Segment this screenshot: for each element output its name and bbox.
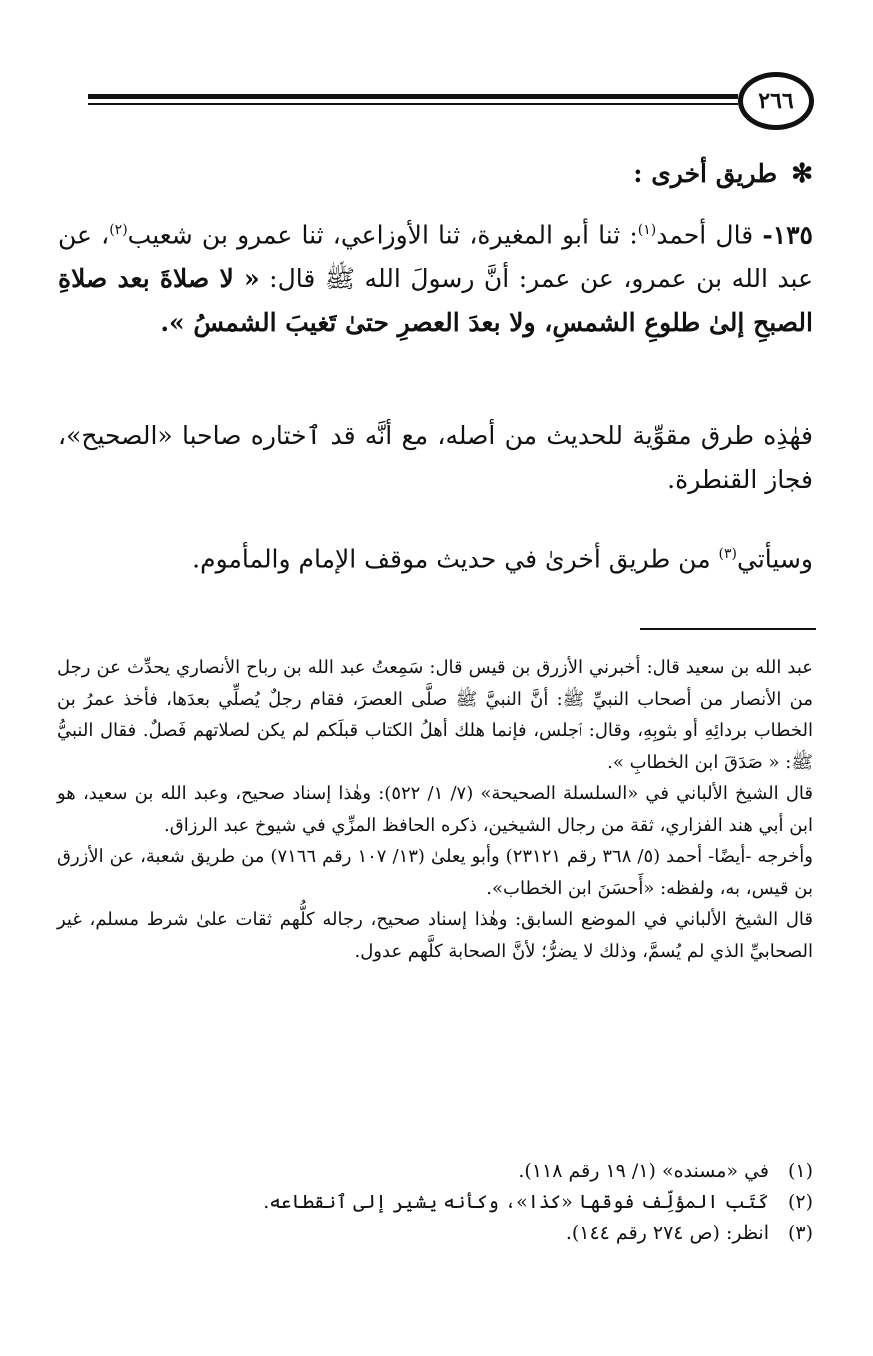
footnote-continuation: [57, 652, 813, 967]
footnote-2: (٢)كَتَب المؤلِّف فوقها «كذا»، وكأنه يشير إلى ٱنقطاعه.: [263, 1191, 813, 1213]
header-rule: [88, 94, 738, 99]
hadith-text: « لا صلاةَ بعد صلاةِ الصبحِ إلىٰ طلوعِ الشمسِ، ولا بعدَ العصرِ حتىٰ تَغيبَ الشمسُ ».: [58, 264, 813, 338]
footnote-ref-2: (٢): [109, 222, 128, 238]
footnote-1: (١)في «مسنده» (١/ ١٩ رقم ١١٨).: [518, 1160, 813, 1182]
page-number: ٢٦٦: [738, 72, 814, 130]
hadith-chain-2: ، عن عبد الله بن عمرو، عن عمر: أنَّ رسولَ الله ﷺ قال:: [58, 220, 814, 294]
hadith-block: [58, 208, 813, 345]
section-heading: ✻طريق أخرى :: [633, 159, 813, 189]
paragraph-2: فهٰذِه طرق مقوِّية للحديث من أصله، مع أنَّه قد ٱختاره صاحبا «الصحيح»، فجاز القنطرة.: [58, 421, 813, 494]
hadith-number: ١٣٥-: [762, 220, 813, 250]
footnote-paragraph: قال الشيخ الألباني في الموضع السابق: وهٰذا إسناد صحيح، رجاله كلُّهم ثقات علىٰ شرط مسلم، غير الصحابيِّ الذي لم يُسمَّ، وذلك لا يضرُّ؛ لأنَّ الصحابة كلَّهم عدول.: [57, 909, 813, 962]
footnote-paragraph: عبد الله بن سعيد قال: أخبرني الأزرق بن قيس قال: سَمِعتُ عبد الله بن رباح الأنصاري يحدِّث عن رجل من الأنصار من أصحاب النبيِّ ﷺ: أنَّ النبيَّ ﷺ صلَّى العصرَ، فقام رجلٌ يُصلِّي بعدَها، فأخذ عمرُ بن الخطاب بردائِهِ أو بثوبِهِ، وقال: ٱجلس، فإنما هلك أهلُ الكتاب قبلَكم لم يكن لصلاتهم فَصلٌ. فقال النبيُّ ﷺ: « صَدَقَ ابن الخطابِ ».: [57, 657, 813, 773]
footnote-paragraph: وأخرجه -أيضًا- أحمد (٥/ ٣٦٨ رقم ٢٣١٢١) وأبو يعلىٰ (١٣/ ١٠٧ رقم ٧١٦٦) من طريق شعبة، عن الأزرق بن قيس، به، ولفظه: «أَحسَنَ ابن الخطاب».: [57, 846, 813, 899]
footnote-paragraph: قال الشيخ الألباني في «السلسلة الصحيحة» (٧/ ١/ ٥٢٢): وهٰذا إسناد صحيح، وعبد الله بن سعيد، هو ابن أبي هند الفزاري، ثقة من رجال الشيخين، ذكره الحافظ المزِّي في شيوخ عبد الرزاق.: [57, 783, 813, 836]
footnotes: [57, 1156, 813, 1249]
footnote-ref-3: (٣): [718, 546, 738, 562]
hadith-intro: قال أحمد: [656, 220, 754, 250]
paragraph-3: وسيأتي$^{(٣)}$ من طريق أخرىٰ في حديث موقف الإمام والمأموم.: [192, 544, 813, 574]
asterisk-icon: ✻: [791, 159, 813, 189]
page-header: [88, 72, 818, 136]
footnote-ref-1: (١): [637, 222, 657, 238]
footnote-3: (٣)انظر: (ص ٢٧٤ رقم ١٤٤).: [565, 1222, 813, 1244]
hadith-chain-1: : ثنا أبو المغيرة، ثنا الأوزاعي، ثنا عمرو بن شعيب: [127, 220, 638, 250]
header-rule-thin: [88, 103, 738, 105]
footnote-separator: [640, 628, 816, 630]
